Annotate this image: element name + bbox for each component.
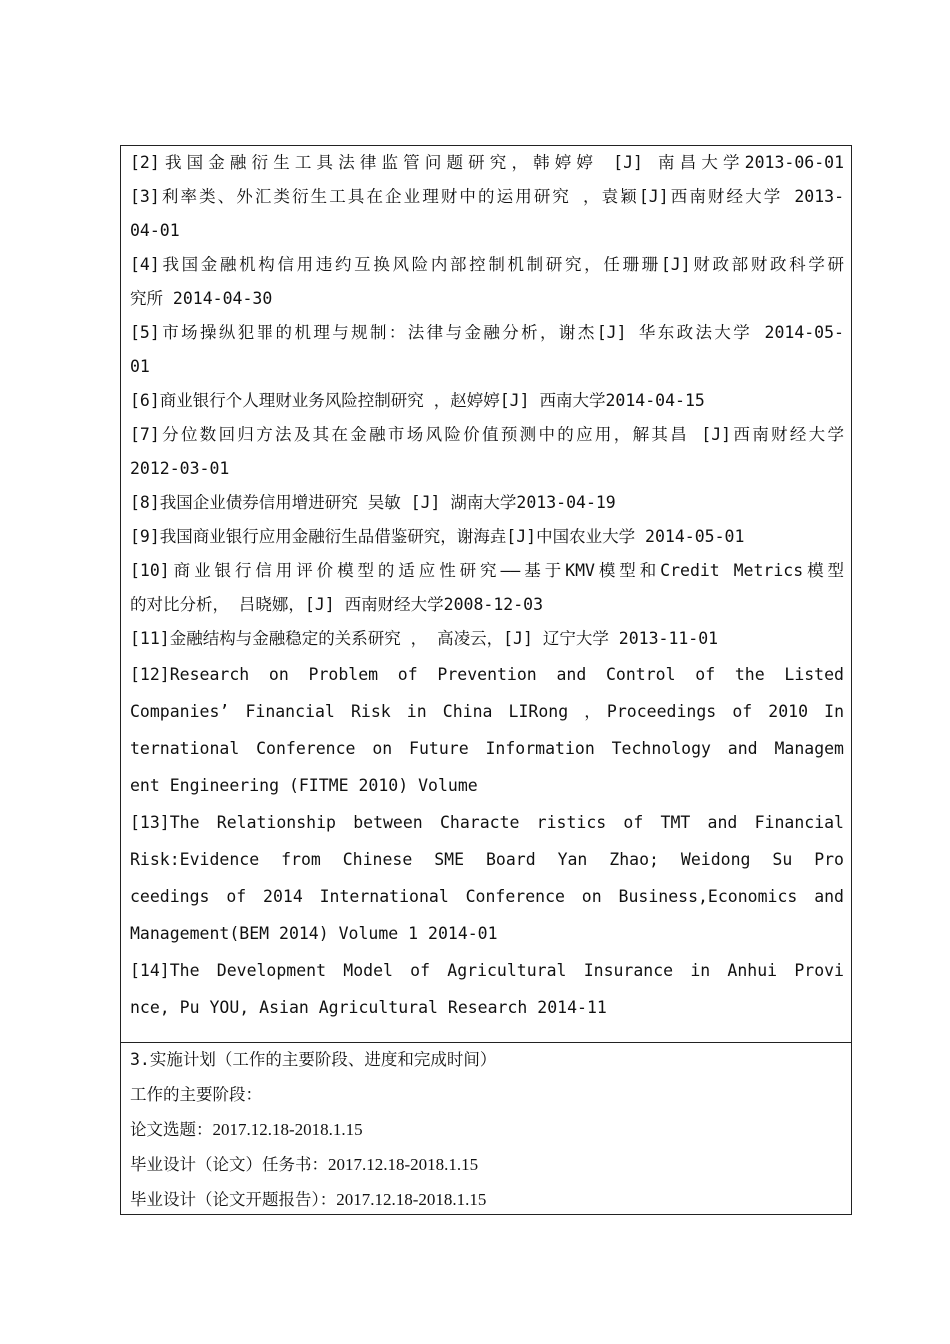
implementation-plan xyxy=(130,1042,844,1217)
plan-item-label: 毕业设计（论文）任务书： xyxy=(130,1155,328,1174)
reference-line: [4]我国金融机构信用违约互换风险内部控制机制研究，任珊珊[J]财政部财政科学研 xyxy=(130,255,844,274)
reference-line: [6]商业银行个人理财业务风险控制研究 ，赵婷婷[J] 西南大学2014-04-15 xyxy=(130,391,705,410)
reference-line: [7]分位数回归方法及其在金融市场风险价值预测中的应用，解其昌 [J]西南财经大学 xyxy=(130,425,844,444)
reference-line: [11]金融结构与金融稳定的关系研究 ， 高凌云，[J] 辽宁大学 2013-11-01 xyxy=(130,629,719,648)
reference-line: [13]The Relationship between Characte ristics of TMT and Financial xyxy=(130,813,844,832)
content-table xyxy=(120,145,852,1215)
plan-heading: 3.实施计划（工作的主要阶段、进度和完成时间） xyxy=(130,1050,497,1069)
reference-line: ceedings of 2014 International Conference on Business,Economics and xyxy=(130,887,844,906)
reference-line: [3]利率类、外汇类衍生工具在企业理财中的运用研究 ，袁颖[J]西南财经大学 2013- xyxy=(130,187,844,206)
reference-line: 究所 2014-04-30 xyxy=(130,289,273,308)
reference-line: Companies’ Financial Risk in China LIRong ，Proceedings of 2010 In xyxy=(130,702,844,721)
plan-item-label: 论文选题： xyxy=(130,1120,213,1139)
reference-line: [2]我国金融衍生工具法律监管问题研究，韩婷婷 [J] 南昌大学2013-06-01 xyxy=(130,153,844,172)
plan-item xyxy=(130,1182,844,1217)
plan-item xyxy=(130,1112,844,1147)
reference-line: 的对比分析， 吕晓娜，[J] 西南财经大学2008-12-03 xyxy=(130,595,544,614)
reference-line: 2012-03-01 xyxy=(130,459,230,478)
plan-item-label: 毕业设计（论文开题报告）： xyxy=(130,1190,337,1209)
reference-line: 04-01 xyxy=(130,221,180,240)
plan-item-date: 2017.12.18-2018.1.15 xyxy=(336,1190,487,1209)
plan-item-date: 2017.12.18-2018.1.15 xyxy=(212,1120,363,1139)
references-list xyxy=(130,146,844,1026)
reference-line: ternational Conference on Future Information Technology and Managem xyxy=(130,739,844,758)
reference-line: 01 xyxy=(130,357,150,376)
reference-line: [14]The Development Model of Agricultural Insurance in Anhui Provi xyxy=(130,961,844,980)
reference-line: ent Engineering (FITME 2010) Volume xyxy=(130,776,478,795)
reference-line: [12]Research on Problem of Prevention and Control of the Listed xyxy=(130,665,844,684)
plan-subheading: 工作的主要阶段： xyxy=(130,1085,262,1104)
reference-line: Management(BEM 2014) Volume 1 2014-01 xyxy=(130,924,498,943)
reference-line: [10]商业银行信用评价模型的适应性研究——基于KMV模型和Credit Metrics模型 xyxy=(130,561,844,580)
reference-line: [9]我国商业银行应用金融衍生品借鉴研究，谢海垚[J]中国农业大学 2014-05-01 xyxy=(130,527,745,546)
plan-item xyxy=(130,1147,844,1182)
plan-item-date: 2017.12.18-2018.1.15 xyxy=(328,1155,479,1174)
reference-line: [5]市场操纵犯罪的机理与规制：法律与金融分析，谢杰[J] 华东政法大学 2014-05- xyxy=(130,323,844,342)
reference-line: [8]我国企业债券信用增进研究 吴敏 [J] 湖南大学2013-04-19 xyxy=(130,493,616,512)
reference-line: Risk:Evidence from Chinese SME Board Yan Zhao; Weidong Su Pro xyxy=(130,850,844,869)
reference-line: nce, Pu YOU, Asian Agricultural Research 2014-11 xyxy=(130,998,607,1017)
